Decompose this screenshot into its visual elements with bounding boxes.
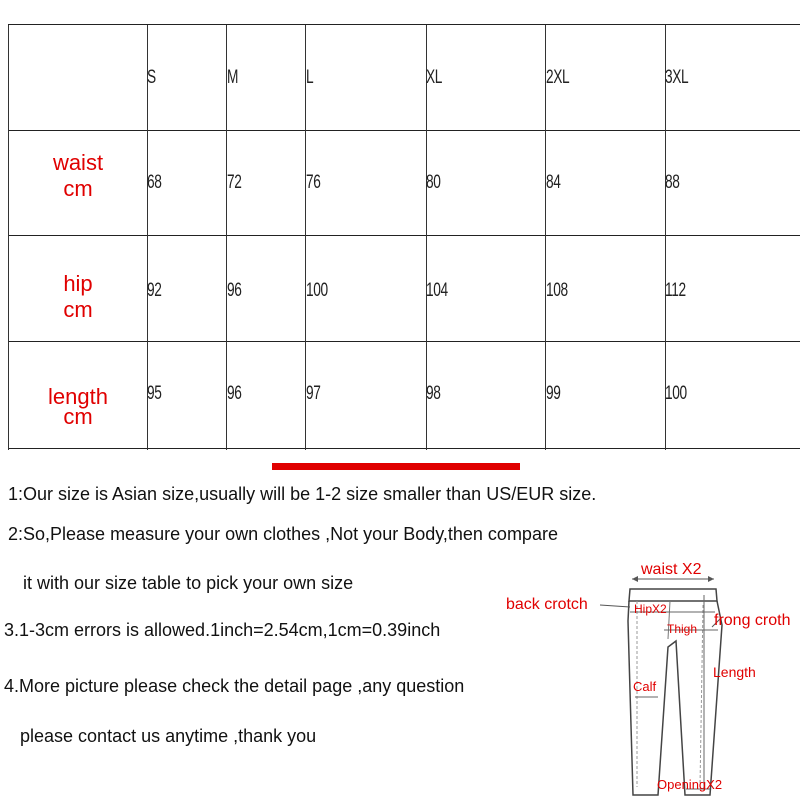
header-cell: 2XL — [546, 67, 570, 88]
table-cell: 97 — [306, 383, 321, 404]
note-1: 1:Our size is Asian size,usually will be 1-2 size smaller than US/EUR size. — [8, 484, 597, 504]
diagram-label-thigh: Thigh — [667, 622, 698, 636]
red-divider-bar — [272, 463, 520, 470]
table-cell: 99 — [546, 383, 561, 404]
pants-measurement-diagram — [500, 555, 800, 800]
table-cell: 88 — [665, 172, 680, 193]
row-label-top: hip — [63, 271, 93, 296]
table-row-waist — [8, 130, 800, 235]
row-label-top: length — [48, 384, 108, 409]
header-cell: XL — [426, 67, 443, 88]
table-cell: 112 — [665, 280, 686, 301]
diagram-label-length: Length — [713, 664, 756, 680]
table-cell: 98 — [426, 383, 441, 404]
table-cell: 84 — [546, 172, 561, 193]
note-4-continued: please contact us anytime ,thank you — [20, 726, 317, 746]
table-row-length — [8, 341, 800, 450]
row-label-unit: cm — [63, 404, 93, 429]
diagram-label-front-crotch: frong croth — [714, 612, 791, 629]
table-cell: 76 — [306, 172, 321, 193]
diagram-label-opening: OpeningX2 — [657, 777, 723, 792]
header-cell: 3XL — [665, 67, 689, 88]
row-label-waist — [8, 150, 148, 202]
note-3: 3.1-3cm errors is allowed.1inch=2.54cm,1cm=0.39inch — [4, 620, 441, 640]
diagram-label-calf: Calf — [633, 679, 657, 694]
header-cell: M — [227, 67, 239, 88]
row-label-unit: cm — [63, 176, 93, 201]
table-cell: 96 — [227, 280, 242, 301]
header-cell: L — [306, 67, 314, 88]
size-table — [8, 24, 800, 449]
table-cell: 80 — [426, 172, 441, 193]
diagram-label-hip: HipX2 — [634, 602, 667, 616]
table-cell: 68 — [147, 172, 162, 193]
table-cell: 104 — [426, 280, 448, 301]
table-cell: 100 — [665, 383, 687, 404]
note-2-continued: it with our size table to pick your own size — [23, 573, 354, 593]
table-cell: 100 — [306, 280, 328, 301]
header-row — [8, 25, 800, 130]
table-cell: 92 — [147, 280, 162, 301]
diagram-label-waist: waist X2 — [641, 561, 702, 578]
table-cell: 72 — [227, 172, 242, 193]
row-label-unit: cm — [63, 297, 93, 322]
header-cell: S — [147, 67, 156, 88]
table-row-hip — [8, 235, 800, 341]
row-label-length — [8, 384, 148, 429]
table-cell: 95 — [147, 383, 162, 404]
table-cell: 108 — [546, 280, 568, 301]
row-label-top: waist — [52, 150, 104, 175]
note-2: 2:So,Please measure your own clothes ,Not your Body,then compare — [8, 524, 558, 544]
diagram-label-back-crotch: back crotch — [506, 596, 588, 613]
note-4: 4.More picture please check the detail page ,any question — [4, 676, 465, 696]
table-cell: 96 — [227, 383, 242, 404]
row-label-hip — [8, 271, 148, 323]
